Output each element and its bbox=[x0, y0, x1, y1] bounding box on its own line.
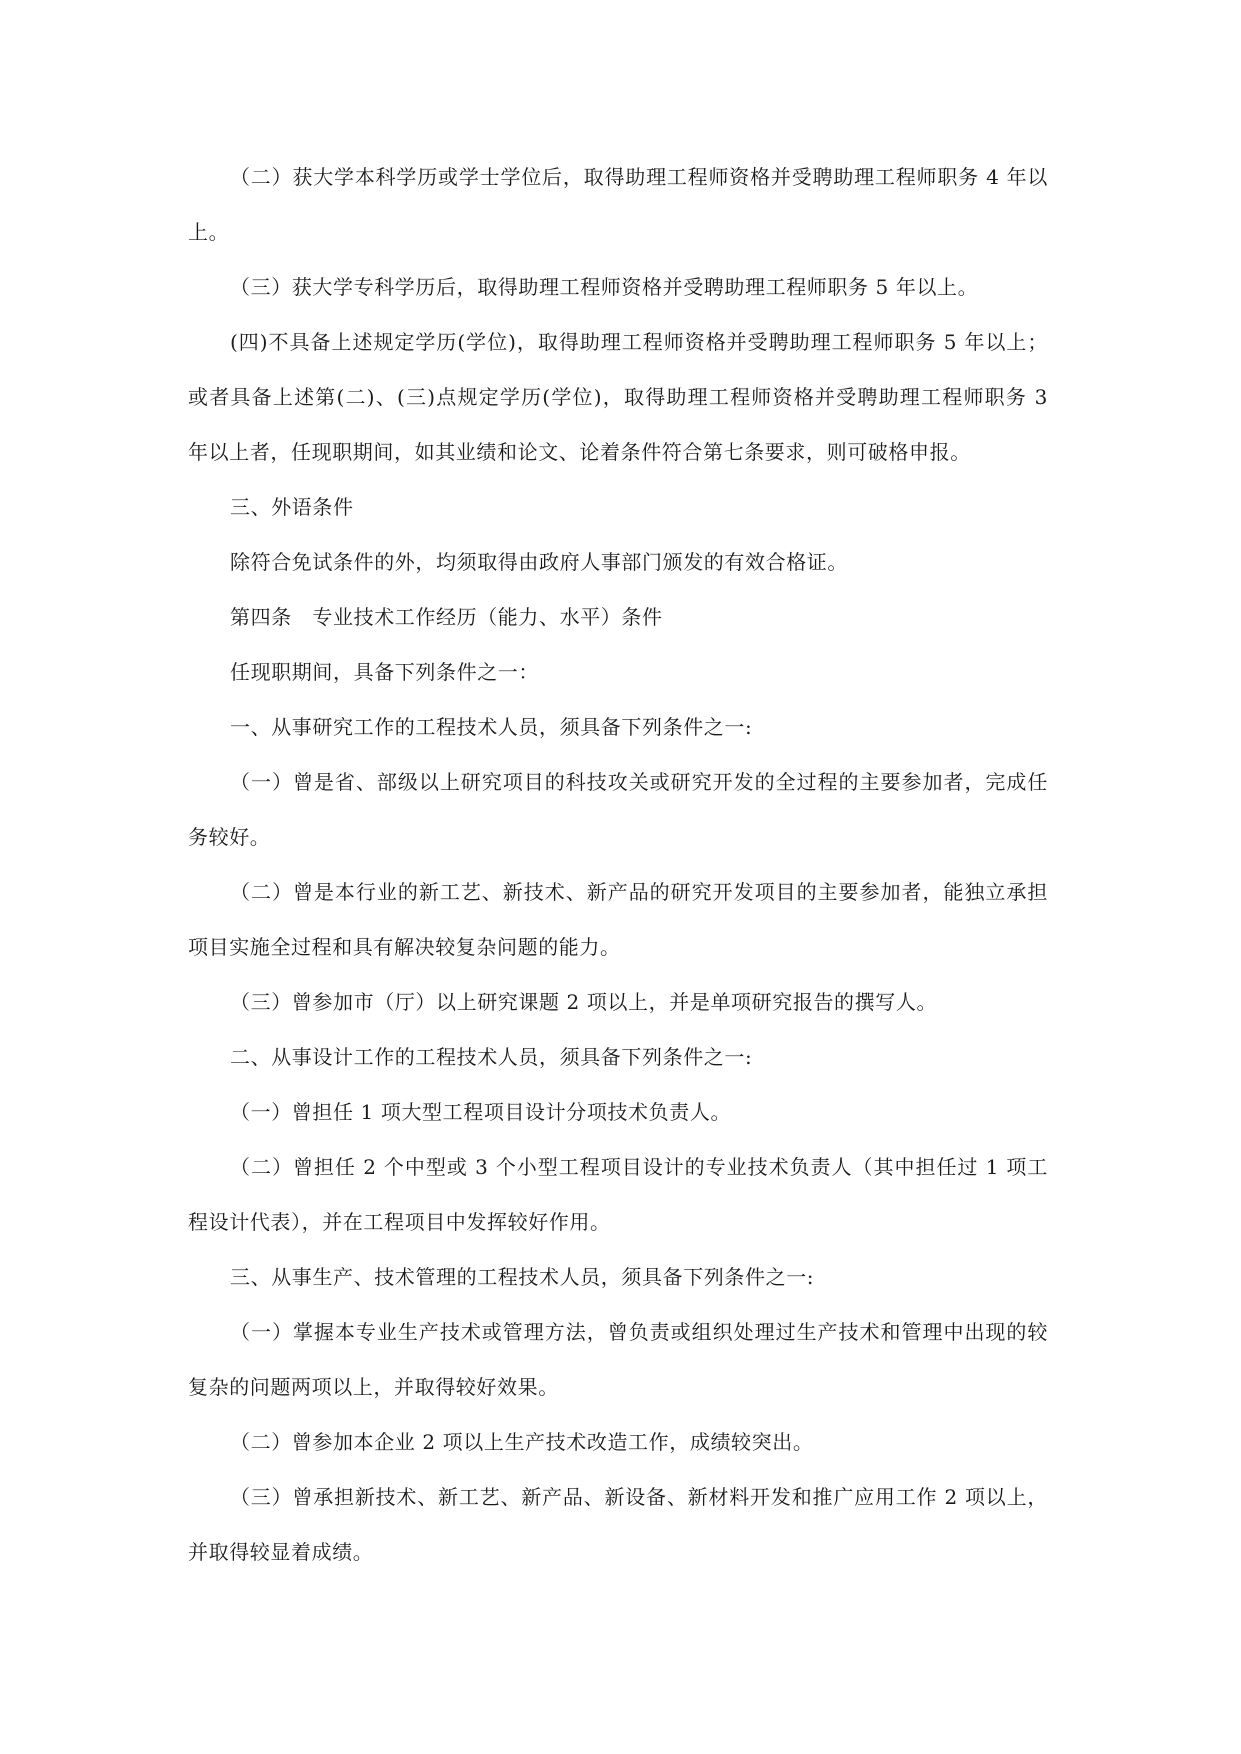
paragraph: （二）获大学本科学历或学士学位后，取得助理工程师资格并受聘助理工程师职务 4 年以上。 bbox=[188, 165, 1048, 244]
paragraph: （二）曾是本行业的新工艺、新技术、新产品的研究开发项目的主要参加者，能独立承担项目实施全过程和具有解决较复杂问题的能力。 bbox=[188, 880, 1048, 959]
paragraph: 任现职期间，具备下列条件之一： bbox=[230, 660, 539, 684]
paragraph: （一）掌握本专业生产技术或管理方法，曾负责或组织处理过生产技术和管理中出现的较复杂的问题两项以上，并取得较好效果。 bbox=[188, 1320, 1048, 1399]
paragraph: （二）曾参加本企业 2 项以上生产技术改造工作，成绩较突出。 bbox=[230, 1430, 814, 1454]
paragraph: 除符合免试条件的外，均须取得由政府人事部门颁发的有效合格证。 bbox=[230, 550, 848, 574]
paragraph: （三）曾参加市（厅）以上研究课题 2 项以上，并是单项研究报告的撰写人。 bbox=[230, 990, 938, 1014]
paragraph: （三）获大学专科学历后，取得助理工程师资格并受聘助理工程师职务 5 年以上。 bbox=[230, 275, 979, 299]
section-heading: 一、从事研究工作的工程技术人员，须具备下列条件之一: bbox=[230, 715, 753, 739]
paragraph: （三）曾承担新技术、新工艺、新产品、新设备、新材料开发和推广应用工作 2 项以上，并取得较显着成绩。 bbox=[188, 1485, 1048, 1564]
paragraph: （二）曾担任 2 个中型或 3 个小型工程项目设计的专业技术负责人（其中担任过 1 项工程设计代表），并在工程项目中发挥较好作用。 bbox=[188, 1155, 1048, 1234]
paragraph: （一）曾担任 1 项大型工程项目设计分项技术负责人。 bbox=[230, 1100, 732, 1124]
section-heading: 三、从事生产、技术管理的工程技术人员，须具备下列条件之一: bbox=[230, 1265, 815, 1289]
paragraph: （一）曾是省、部级以上研究项目的科技攻关或研究开发的全过程的主要参加者，完成任务较好。 bbox=[188, 770, 1048, 849]
section-heading: 三、外语条件 bbox=[230, 495, 354, 519]
article-heading: 第四条 专业技术工作经历（能力、水平）条件 bbox=[230, 605, 663, 629]
paragraph: (四)不具备上述规定学历(学位)，取得助理工程师资格并受聘助理工程师职务 5 年以上；或者具备上述第(二)、(三)点规定学历(学位)，取得助理工程师资格并受聘助理工程师职务 3 年以上者，任现职期间，如其业绩和论文、论着条件符合第七条要求，则可破格申报。 bbox=[188, 330, 1048, 464]
document-body bbox=[188, 150, 1048, 1580]
section-heading: 二、从事设计工作的工程技术人员，须具备下列条件之一: bbox=[230, 1045, 753, 1069]
